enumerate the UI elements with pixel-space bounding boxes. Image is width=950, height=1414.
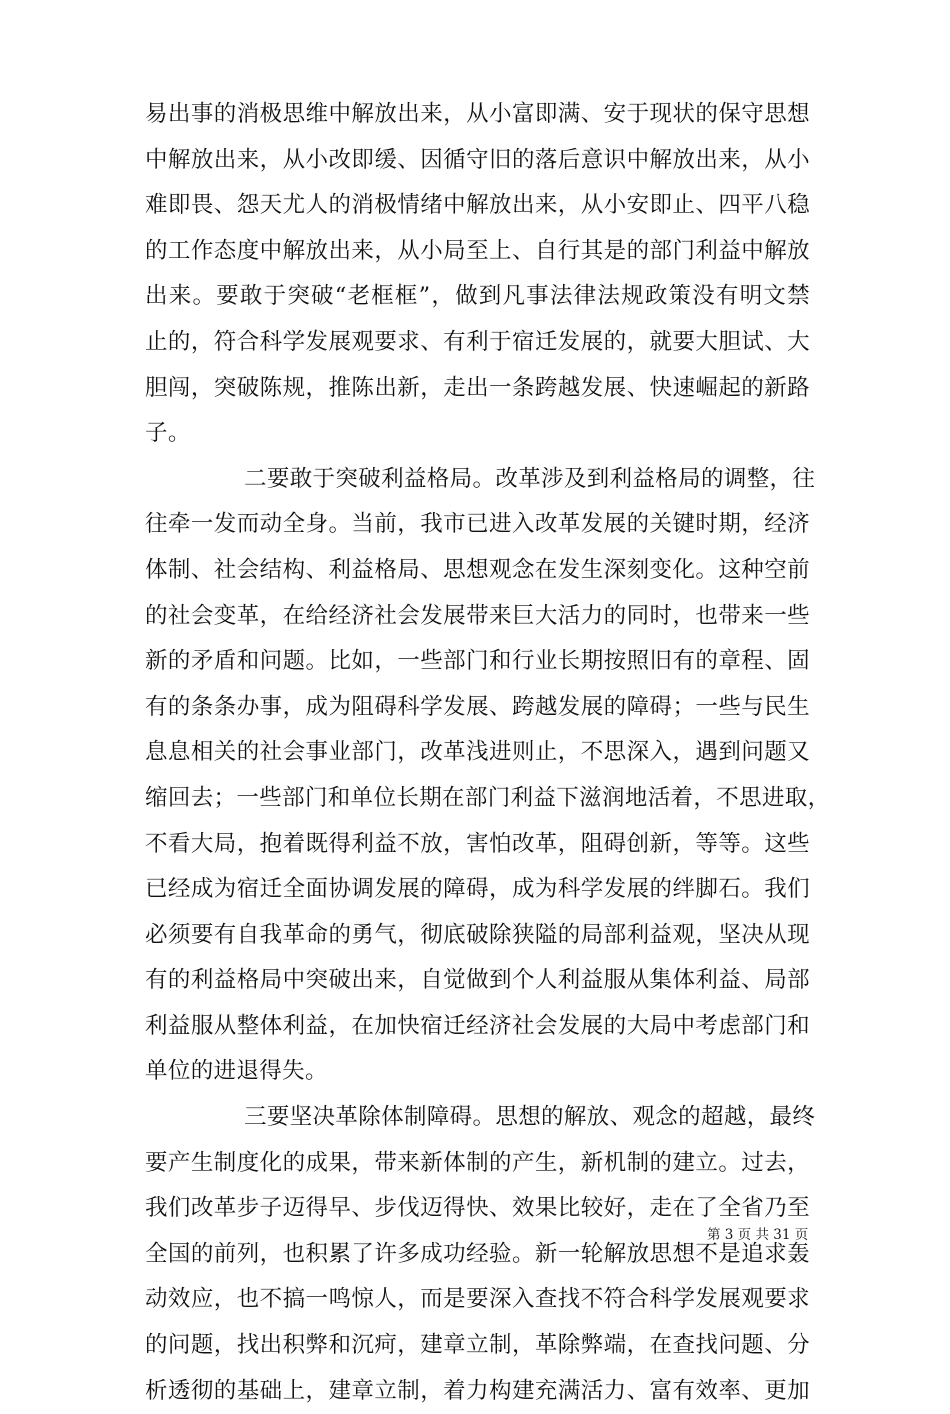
text-line: 中解放出来，从小改即缓、因循守旧的落后意识中解放出来，从小	[145, 146, 810, 173]
text-line: 息息相关的社会事业部门，改革浅进则止，不思深入，遇到问题又	[145, 739, 810, 766]
text-line: 的问题，找出积弊和沉疴，建章立制，革除弊端，在查找问题、分	[145, 1332, 810, 1359]
text-line: 胆闯，突破陈规，推陈出新，走出一条跨越发展、快速崛起的新路	[145, 374, 810, 401]
text-line: 出来。要敢于突破“老框框”，做到凡事法律法规政策没有明文禁	[145, 283, 810, 310]
text-line: 要产生制度化的成果，带来新体制的产生，新机制的建立。过去，	[145, 1149, 810, 1176]
text-line: 新的矛盾和问题。比如，一些部门和行业长期按照旧有的章程、固	[145, 648, 810, 675]
body-text	[145, 92, 831, 1414]
text-line: 缩回去；一些部门和单位长期在部门利益下滋润地活着，不思进取，	[145, 784, 831, 811]
paragraph-start-line: 三要坚决革除体制障碍。思想的解放、观念的超越，最终	[244, 1104, 816, 1131]
text-line: 易出事的消极思维中解放出来，从小富即满、安于现状的保守思想	[145, 101, 810, 127]
text-line: 全国的前列，也积累了许多成功经验。新一轮解放思想不是追求轰	[145, 1240, 810, 1267]
text-line: 我们改革步子迈得早、步伐迈得快、效果比较好，走在了全省乃至	[145, 1195, 810, 1222]
text-line: 有的利益格局中突破出来，自觉做到个人利益服从集体利益、局部	[145, 967, 810, 994]
text-line: 已经成为宿迁全面协调发展的障碍，成为科学发展的绊脚石。我们	[145, 876, 810, 903]
text-line: 有的条条办事，成为阻碍科学发展、跨越发展的障碍；一些与民生	[145, 693, 810, 720]
text-line: 必须要有自我革命的勇气，彻底破除狭隘的局部利益观，坚决从现	[145, 921, 810, 948]
text-line: 子。	[145, 420, 191, 447]
text-line: 的工作态度中解放出来，从小局至上、自行其是的部门利益中解放	[145, 237, 810, 264]
page-number: 第 3 页 共 31 页	[707, 1227, 809, 1243]
text-line: 止的，符合科学发展观要求、有利于宿迁发展的，就要大胆试、大	[145, 328, 810, 355]
text-line: 析透彻的基础上，建章立制，着力构建充满活力、富有效率、更加	[145, 1377, 810, 1404]
text-line: 不看大局，抱着既得利益不放，害怕改革，阻碍创新，等等。这些	[145, 830, 810, 857]
text-line: 往牵一发而动全身。当前，我市已进入改革发展的关键时期，经济	[145, 511, 810, 538]
text-line: 利益服从整体利益，在加快宿迁经济社会发展的大局中考虑部门和	[145, 1012, 810, 1039]
text-line: 难即畏、怨天尤人的消极情绪中解放出来，从小安即止、四平八稳	[145, 192, 810, 219]
text-line: 动效应，也不搞一鸣惊人，而是要深入查找不符合科学发展观要求	[145, 1286, 810, 1313]
paragraph-start-line: 二要敢于突破利益格局。改革涉及到利益格局的调整，往	[244, 465, 816, 492]
text-line: 单位的进退得失。	[145, 1058, 328, 1085]
text-line: 的社会变革，在给经济社会发展带来巨大活力的同时，也带来一些	[145, 602, 810, 629]
text-line: 体制、社会结构、利益格局、思想观念在发生深刻变化。这种空前	[145, 556, 810, 583]
